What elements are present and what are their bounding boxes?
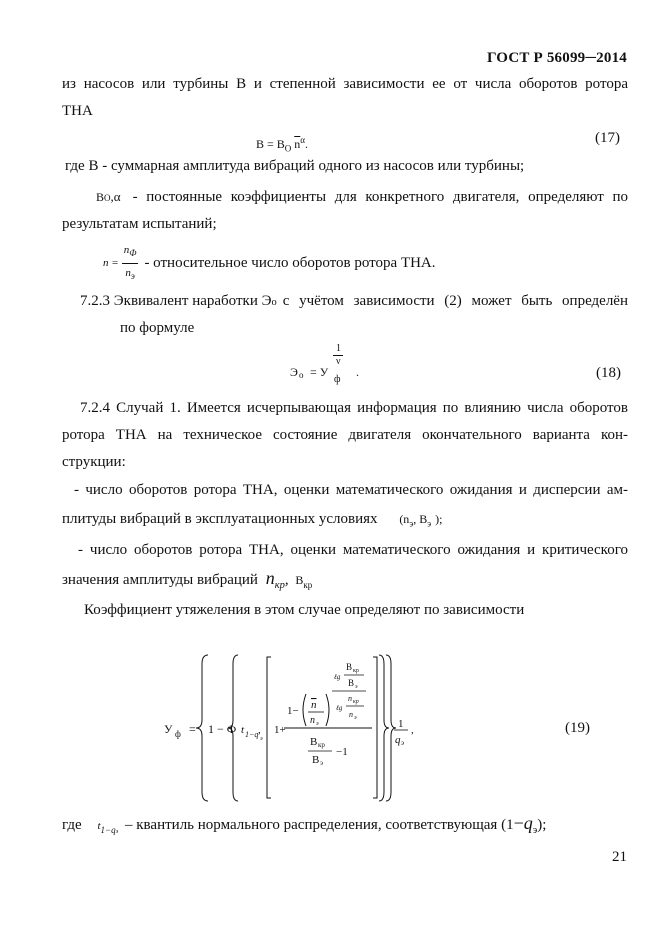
n-def-num-var: n bbox=[123, 244, 130, 257]
eq19-minus-one: −1 bbox=[336, 746, 348, 758]
eq19-n-kr-sub: кр bbox=[353, 699, 359, 705]
eq19-bracket-left bbox=[267, 657, 271, 798]
equation-number: (17) bbox=[595, 130, 620, 146]
eq19-one: 1 bbox=[398, 718, 404, 730]
bullet1-var-n: (n bbox=[399, 512, 410, 526]
n-def-den-sub: э bbox=[130, 270, 135, 281]
sec723-pre: 7.2.3 Эквивалент наработки Э bbox=[80, 293, 272, 309]
where19-minus: − bbox=[513, 813, 524, 833]
eq19-b-e-sub: э bbox=[355, 684, 358, 690]
definition-line: где В - суммарная амплитуда вибраций одного из насосов или турбины; bbox=[65, 158, 525, 174]
equation-17 bbox=[256, 131, 308, 157]
section-7-2-4-line: ротора ТНА на техническое состояние двигателя окончательного варианта кон- bbox=[62, 427, 628, 443]
bullet-line: - число оборотов ротора ТНА, оценки математического ожидания и критического bbox=[78, 542, 628, 558]
eq17-sub: O bbox=[284, 143, 292, 154]
sec723-sub: о bbox=[271, 297, 277, 308]
eq17-n: $\overline{n}$ bbox=[294, 137, 301, 151]
bullet1-sub1: э bbox=[409, 518, 414, 529]
n-def-num bbox=[122, 241, 139, 262]
eq18-lhs: Э bbox=[290, 365, 298, 379]
bullet2-n-kr: n bbox=[265, 568, 275, 588]
equation-number: (19) bbox=[565, 720, 590, 736]
bullet2-n-kr-sub: кр bbox=[274, 580, 285, 591]
def-sub-o: O bbox=[104, 193, 111, 203]
eq19-q: q bbox=[395, 734, 401, 746]
eq19-eq: = bbox=[189, 722, 196, 736]
eq18-eq: = У bbox=[310, 365, 329, 379]
where19-text: – квантиль нормального распределения, соответствующая (1 bbox=[125, 817, 514, 833]
eq19-n-bar: n bbox=[311, 699, 317, 711]
eq19-one-minus-phi: 1 − Ф bbox=[208, 722, 237, 736]
n-definition bbox=[103, 246, 436, 280]
definition-line bbox=[96, 188, 628, 207]
eq19-t: t bbox=[241, 724, 245, 736]
paragraph-line: из насосов или турбины В и степенной зависимости ее от числа оборотов ротора bbox=[62, 76, 628, 92]
eq17-lhs: В = В bbox=[256, 137, 285, 151]
eq19-outer-brace-left bbox=[196, 655, 208, 801]
page-number: 21 bbox=[612, 849, 627, 865]
section-7-2-3-line: по формуле bbox=[120, 320, 195, 336]
eq19-n-e-sub: э bbox=[316, 721, 319, 727]
eq18-exp-num: 1 bbox=[336, 343, 341, 354]
eq19-one-plus: 1+ bbox=[274, 724, 286, 736]
n-def-fraction bbox=[122, 241, 139, 284]
eq19-lg-den: ℓg bbox=[336, 704, 343, 712]
eq19-b-e: В bbox=[348, 678, 355, 688]
bullet1-var-b: , В bbox=[413, 512, 428, 526]
eq19-one-minus: 1− bbox=[287, 705, 299, 717]
section-7-2-3-line bbox=[80, 292, 628, 312]
where19-q: q bbox=[523, 813, 533, 833]
eq19-paren-right bbox=[326, 694, 329, 726]
eq17-end: . bbox=[305, 137, 308, 151]
sec723-post: с учётом зависимости (2) может быть определён bbox=[282, 293, 628, 309]
bullet-line bbox=[62, 510, 442, 532]
def-var-b: В bbox=[96, 190, 105, 204]
equation-19 bbox=[150, 652, 440, 804]
section-7-2-4-line: 7.2.4 Случай 1. Имеется исчерпывающая информация по влиянию числа оборотов bbox=[80, 400, 628, 416]
where19-q-sub: э bbox=[532, 825, 538, 836]
bullet1-sub2: э bbox=[427, 518, 432, 529]
definition-line: результатам испытаний; bbox=[62, 216, 217, 232]
eq19-comma: , bbox=[258, 724, 261, 736]
eq19-n-e2-sub: э bbox=[354, 715, 357, 721]
where19-pre: где bbox=[62, 817, 82, 833]
def-alpha: ,α bbox=[110, 189, 121, 204]
n-def-lhs: n = bbox=[103, 257, 119, 269]
equation-number: (18) bbox=[596, 365, 621, 381]
document-header: ГОСТ Р 56099─2014 bbox=[486, 50, 627, 66]
eq19-inner-brace-right bbox=[379, 655, 389, 801]
eq19-lhs-sub: ф bbox=[175, 729, 181, 739]
eq19-n-e: n bbox=[310, 715, 315, 726]
eq19-b-kr: В bbox=[346, 662, 353, 672]
bullet1-vars bbox=[399, 512, 443, 529]
eq19-b-kr-sub: кр bbox=[353, 668, 359, 674]
n-def-den-var: n bbox=[125, 266, 131, 279]
eq19-bracket-right bbox=[373, 657, 377, 798]
eq18-exp-den: ν bbox=[336, 356, 341, 367]
eq19-end: , bbox=[411, 724, 414, 736]
bullet-line: - число оборотов ротора ТНА, оценки математического ожидания и дисперсии ам- bbox=[74, 482, 628, 498]
eq19-n-kr: n bbox=[348, 694, 352, 703]
bullet2-b-kr-sub: кр bbox=[303, 580, 313, 590]
where19-t-sub: 1−q bbox=[100, 825, 116, 835]
eq17-alpha: α bbox=[300, 135, 305, 145]
equation-18 bbox=[290, 343, 370, 387]
def-text: - постоянные коэффициенты для конкретного двигателя, определяют по bbox=[132, 189, 628, 205]
bullet2-text: значения амплитуды вибраций bbox=[62, 572, 258, 588]
eq19-n-e2: n bbox=[349, 710, 353, 719]
bullet2-b-kr: В bbox=[295, 573, 304, 587]
eq18-lhs-sub: о bbox=[299, 370, 304, 380]
n-def-num-sub: Ф bbox=[129, 248, 137, 259]
n-def-text: - относительное число оборотов ротора ТНА. bbox=[144, 255, 436, 271]
where19-t: t bbox=[97, 820, 101, 832]
eq19-den-b-kr: В bbox=[310, 736, 318, 748]
eq19-lhs: У bbox=[164, 722, 173, 736]
bullet2-comma: , bbox=[284, 572, 289, 588]
section-7-2-4-line: струкции: bbox=[62, 454, 126, 470]
eq18-end: . bbox=[356, 365, 359, 379]
eq19-den-b-e-sub: э bbox=[320, 759, 324, 767]
eq19-q-sub: э bbox=[401, 739, 405, 747]
coefficient-text: Коэффициент утяжеления в этом случае определяют по зависимости bbox=[84, 602, 525, 618]
eq19-lg-num: ℓg bbox=[334, 673, 341, 681]
eq19-paren-left bbox=[303, 694, 306, 726]
bullet1-text: плитуды вибраций в эксплуатационных условиях bbox=[62, 511, 378, 527]
eq19-t-sub2: э bbox=[260, 736, 263, 742]
where19-t-sub2: э bbox=[115, 829, 119, 835]
bullet1-end: ); bbox=[435, 512, 443, 526]
where19-end: ); bbox=[537, 817, 547, 833]
paragraph-line: ТНА bbox=[62, 103, 93, 119]
definition-line bbox=[62, 814, 546, 841]
eq19-den-b-e: В bbox=[312, 754, 320, 766]
eq18-sub-f: ф bbox=[334, 374, 341, 385]
bullet-line bbox=[62, 569, 312, 595]
eq19-den-b-kr-sub: кр bbox=[318, 741, 325, 749]
n-def-den bbox=[122, 263, 139, 285]
eq19-t-sub: 1−q bbox=[245, 730, 259, 739]
